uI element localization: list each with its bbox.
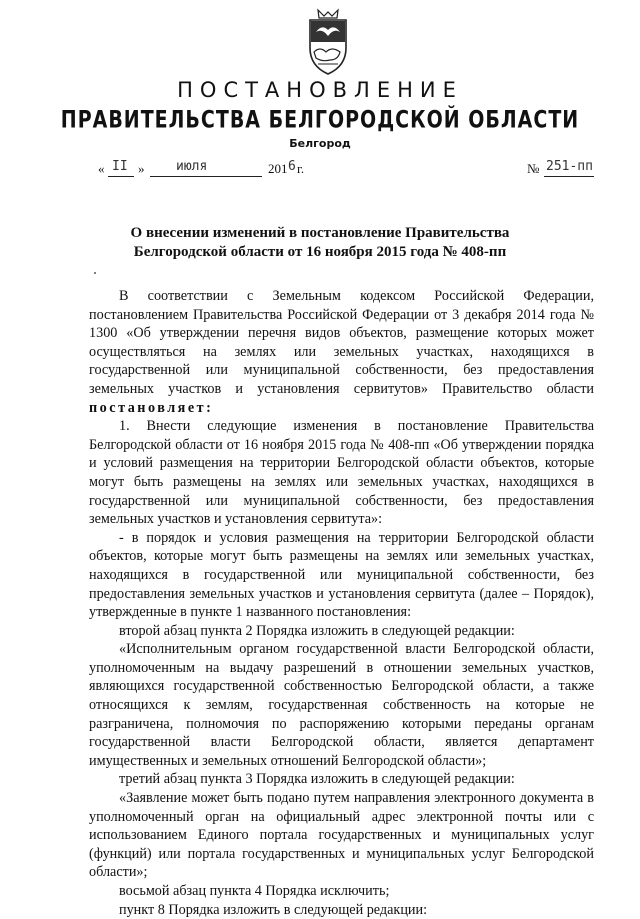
paragraph-point-8-change: пункт 8 Порядка изложить в следующей редакции: <box>119 901 428 918</box>
document-heading <box>60 224 580 262</box>
date-year-suffix: г. <box>297 161 305 176</box>
date-year-digit: 6 <box>288 159 296 174</box>
document-number: 251-пп <box>546 159 593 174</box>
paragraph-preamble <box>89 287 594 417</box>
heading-line-1: О внесении изменений в постановление Правительства <box>130 225 510 241</box>
paragraph-point-4-change: восьмой абзац пункта 4 Порядка исключить; <box>119 883 390 899</box>
date-close-quote: » <box>138 161 145 176</box>
paragraph-point-2-text: «Исполнительным органом государственной власти Белгородской области, уполномоченным на выдачу разрешений в отношении земельных участков, являющихся государственной собственностью Белгородской области, а также относящихся к землям, государственная собственность на которые не разграничена, полномочия по распоряжению которыми переданы органам государственной власти Белгородской области, является департамент имущественных и земельных отношений Белгородской области»; <box>89 641 594 769</box>
paragraph-procedure-intro: - в порядок и условия размещения на территории Белгородской области объектов, которые могут быть размещены на землях или земельных участках, находящихся в государственной или муниципальной собственности, без предоставления земельных участков и установления сервитута (далее – Порядок), утвержденные в пункте 1 названного постановления: <box>89 529 594 621</box>
city-name: Белгород <box>289 137 351 150</box>
document-type-title: ПОСТАНОВЛЕНИЕ <box>177 78 463 102</box>
paragraph-point-3-text: «Заявление может быть подано путем направления электронного документа в уполномоченный орган на официальный адрес электронной почты или с использованием Единого портала государственных и муниципальных услуг (функций) или портала государственных и муниципальных услуг Белгородской области»; <box>89 790 594 881</box>
date-open-quote: « <box>98 161 105 176</box>
date-year-prefix: 201 <box>268 161 288 176</box>
date-day: II <box>112 159 128 174</box>
paragraph-point-3-change: третий абзац пункта 3 Порядка изложить в следующей редакции: <box>119 771 515 788</box>
paragraph-point-2-change: второй абзац пункта 2 Порядка изложить в следующей редакции: <box>119 622 515 639</box>
issuing-authority-title: ПРАВИТЕЛЬСТВА БЕЛГОРОДСКОЙ ОБЛАСТИ <box>60 106 580 134</box>
coat-of-arms-emblem <box>304 8 352 78</box>
date-number-line <box>98 158 598 180</box>
preamble-text: В соответствии с Земельным кодексом Российской Федерации, постановлением Правительства Российской Федерации от 3 декабря 2014 года № 1300 «Об утверждении перечня видов объектов, размещение которых может осуществляться на землях или земельных участках, находящихся в государственной или муниципальной собственности, без предоставления земельных участков и установления сервитутов» Правительство области <box>89 288 594 397</box>
document-body <box>89 287 594 919</box>
paragraph-item-1: 1. Внести следующие изменения в постановление Правительства Белгородской области от 16 ноября 2015 года № 408-пп «Об утверждении порядка и условий размещения на территории Белгородской области объектов, которые могут быть размещены на землях или земельных участках, находящихся в государственной или муниципальной собственности, без предоставления земельных участков и установления сервитута»: <box>89 418 594 528</box>
scan-dot <box>94 272 96 274</box>
number-label: № <box>527 161 540 176</box>
date-month: июля <box>176 159 208 174</box>
heading-line-2: Белгородской области от 16 ноября 2015 года № 408-пп <box>133 244 507 260</box>
decree-word: постановляет: <box>89 399 214 416</box>
